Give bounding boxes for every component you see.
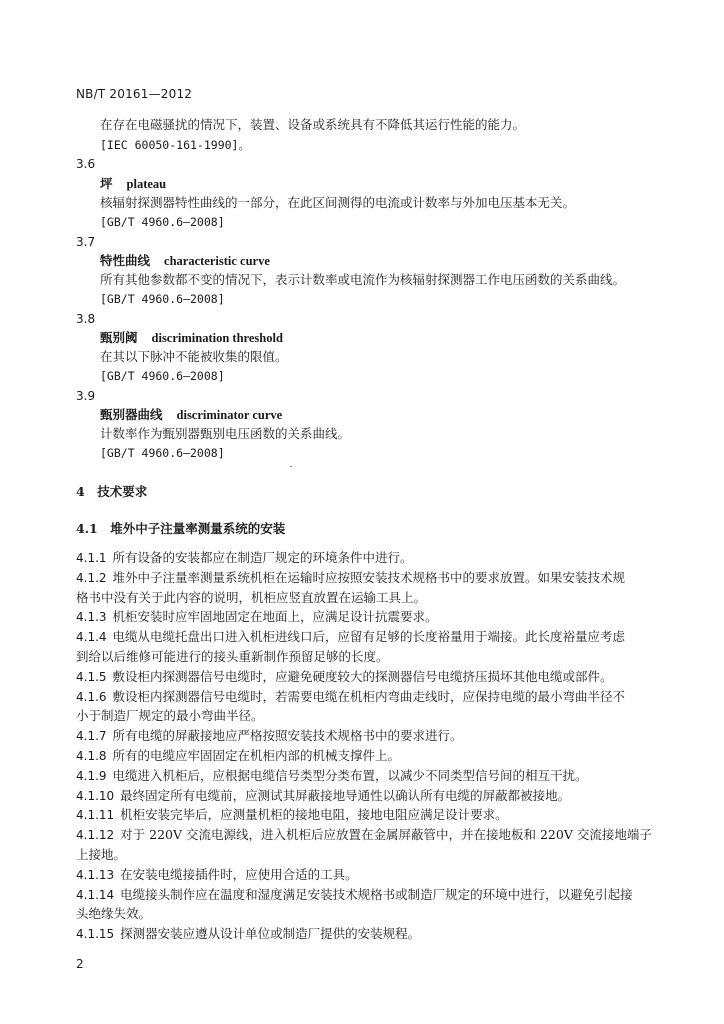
requirement-text: 堆外中子注量率测量系统机柜在运输时应按照安装技术规格书中的要求放置。如果安装技术规 bbox=[112, 569, 626, 585]
requirement-number: 4.1.12 bbox=[76, 828, 115, 843]
requirement-item bbox=[76, 807, 656, 823]
requirement-number: 4.1.15 bbox=[76, 927, 115, 942]
requirement-item bbox=[76, 629, 656, 645]
term-title bbox=[100, 176, 166, 192]
standard-number-header: NB/T 20161—2012 bbox=[76, 87, 193, 101]
requirement-number: 4.1.5 bbox=[76, 669, 107, 684]
requirement-text: 最终固定所有电缆前，应测试其屏蔽接地导通性以确认所有电缆的屏蔽都被接地。 bbox=[120, 787, 571, 803]
term-definition: 在其以下脉冲不能被收集的限值。 bbox=[100, 349, 288, 364]
requirement-text: 所有电缆的屏蔽接地应严格按照安装技术规格书中的要求进行。 bbox=[112, 728, 463, 744]
requirement-item bbox=[76, 887, 656, 903]
requirement-continuation: 到给以后维修可能进行的接头重新制作预留足够的长度。 bbox=[76, 649, 389, 664]
requirement-item bbox=[76, 609, 656, 625]
term-definition: 计数率作为甄别器甄别电压函数的关系曲线。 bbox=[100, 426, 351, 441]
scan-speck bbox=[290, 466, 292, 467]
requirement-number: 4.1.7 bbox=[76, 729, 107, 744]
requirement-continuation: 格书中没有关于此内容的说明，机柜应竖直放置在运输工具上。 bbox=[76, 589, 427, 605]
term-title bbox=[100, 253, 270, 269]
requirement-item bbox=[76, 748, 656, 764]
requirement-item bbox=[76, 728, 656, 744]
requirement-text: 对于 220V 交流电源线，进入机柜后应放置在金属屏蔽管中，并在接地板和 220V 交流接地端子 bbox=[120, 827, 652, 843]
requirement-item bbox=[76, 926, 656, 942]
requirement-item bbox=[76, 689, 656, 705]
requirement-continuation: 小于制造厂规定的最小弯曲半径。 bbox=[76, 708, 264, 724]
term-en: discrimination threshold bbox=[151, 331, 283, 345]
requirement-text: 机柜安装时应牢固地固定在地面上，应满足设计抗震要求。 bbox=[112, 609, 438, 625]
requirement-item bbox=[76, 669, 656, 685]
requirement-text: 敷设柜内探测器信号电缆时，应避免硬度较大的探测器信号电缆挤压损坏其他电缆或部件。 bbox=[112, 668, 613, 684]
term-en: plateau bbox=[126, 177, 167, 191]
requirement-text: 所有的电缆应牢固固定在机柜内部的机械支撑件上。 bbox=[112, 748, 401, 763]
requirement-item bbox=[76, 768, 656, 784]
term-number: 3.9 bbox=[76, 389, 96, 403]
requirement-continuation: 上接地。 bbox=[76, 847, 127, 862]
intro-reference: [IEC 60050-161-1990]。 bbox=[100, 138, 250, 152]
page-number: 2 bbox=[76, 957, 84, 971]
requirement-number: 4.1.6 bbox=[76, 689, 107, 704]
requirement-text: 电缆进入机柜后，应根据电缆信号类型分类布置，以减少不同类型信号间的相互干扰。 bbox=[112, 767, 588, 783]
term-number: 3.8 bbox=[76, 312, 96, 326]
requirement-text: 敷设柜内探测器信号电缆时，若需要电缆在机柜内弯曲走线时，应保持电缆的最小弯曲半径不 bbox=[112, 688, 626, 704]
requirement-number: 4.1.14 bbox=[76, 887, 115, 902]
requirement-item bbox=[76, 788, 656, 804]
requirement-number: 4.1.8 bbox=[76, 749, 107, 763]
term-en: characteristic curve bbox=[164, 254, 270, 268]
requirement-number: 4.1.3 bbox=[76, 610, 107, 625]
requirement-number: 4.1.10 bbox=[76, 788, 115, 803]
term-reference: [GB/T 4960.6—2008] bbox=[100, 215, 225, 229]
term-reference: [GB/T 4960.6—2008] bbox=[100, 292, 225, 306]
term-cn: 甄别阈 bbox=[100, 330, 138, 345]
requirement-text: 电缆接头制作应在温度和湿度满足安装技术规格书或制造厂规定的环境中进行，以避免引起接 bbox=[120, 886, 633, 902]
requirement-number: 4.1.13 bbox=[76, 867, 115, 882]
term-cn: 特性曲线 bbox=[100, 253, 151, 268]
term-en: discriminator curve bbox=[176, 408, 283, 422]
section-4-1-heading: 4.1 堆外中子注量率测量系统的安装 bbox=[76, 521, 286, 536]
term-cn: 甄别器曲线 bbox=[100, 407, 163, 422]
term-reference: [GB/T 4960.6—2008] bbox=[100, 369, 225, 383]
requirement-item bbox=[76, 827, 656, 843]
requirement-number: 4.1.4 bbox=[76, 630, 107, 645]
section-4-heading: 4 技术要求 bbox=[76, 484, 148, 499]
requirement-text: 在安装电缆接插件时，应使用合适的工具。 bbox=[120, 866, 358, 882]
requirement-continuation: 头绝缘失效。 bbox=[76, 906, 152, 922]
requirement-item bbox=[76, 570, 656, 586]
term-definition: 核辐射探测器特性曲线的一部分，在此区间测得的电流或计数率与外加电压基本无关。 bbox=[100, 195, 576, 210]
requirement-number: 4.1.9 bbox=[76, 768, 107, 783]
requirement-text: 所有设备的安装都应在制造厂规定的环境条件中进行。 bbox=[112, 550, 413, 565]
requirement-item bbox=[76, 867, 656, 883]
term-reference: [GB/T 4960.6—2008] bbox=[100, 446, 225, 460]
term-number: 3.7 bbox=[76, 235, 96, 249]
requirement-text: 探测器安装应遵从设计单位或制造厂提供的安装规程。 bbox=[120, 926, 421, 942]
term-title bbox=[100, 407, 282, 423]
requirement-item bbox=[76, 550, 656, 566]
requirement-number: 4.1.2 bbox=[76, 570, 107, 585]
term-title bbox=[100, 330, 283, 346]
term-number: 3.6 bbox=[76, 157, 96, 171]
term-cn: 坪 bbox=[100, 176, 113, 191]
requirement-number: 4.1.11 bbox=[76, 808, 115, 823]
term-definition: 所有其他参数都不变的情况下，表示计数率或电流作为核辐射探测器工作电压函数的关系曲线。 bbox=[100, 272, 626, 287]
requirement-text: 电缆从电缆托盘出口进入机柜进线口后，应留有足够的长度裕量用于端接。此长度裕量应考虑 bbox=[112, 629, 626, 645]
requirement-text: 机柜安装完毕后，应测量机柜的接地电阻，接地电阻应满足设计要求。 bbox=[120, 807, 508, 823]
requirement-number: 4.1.1 bbox=[76, 551, 107, 565]
intro-line: 在存在电磁骚扰的情况下，装置、设备或系统具有不降低其运行性能的能力。 bbox=[100, 117, 526, 132]
